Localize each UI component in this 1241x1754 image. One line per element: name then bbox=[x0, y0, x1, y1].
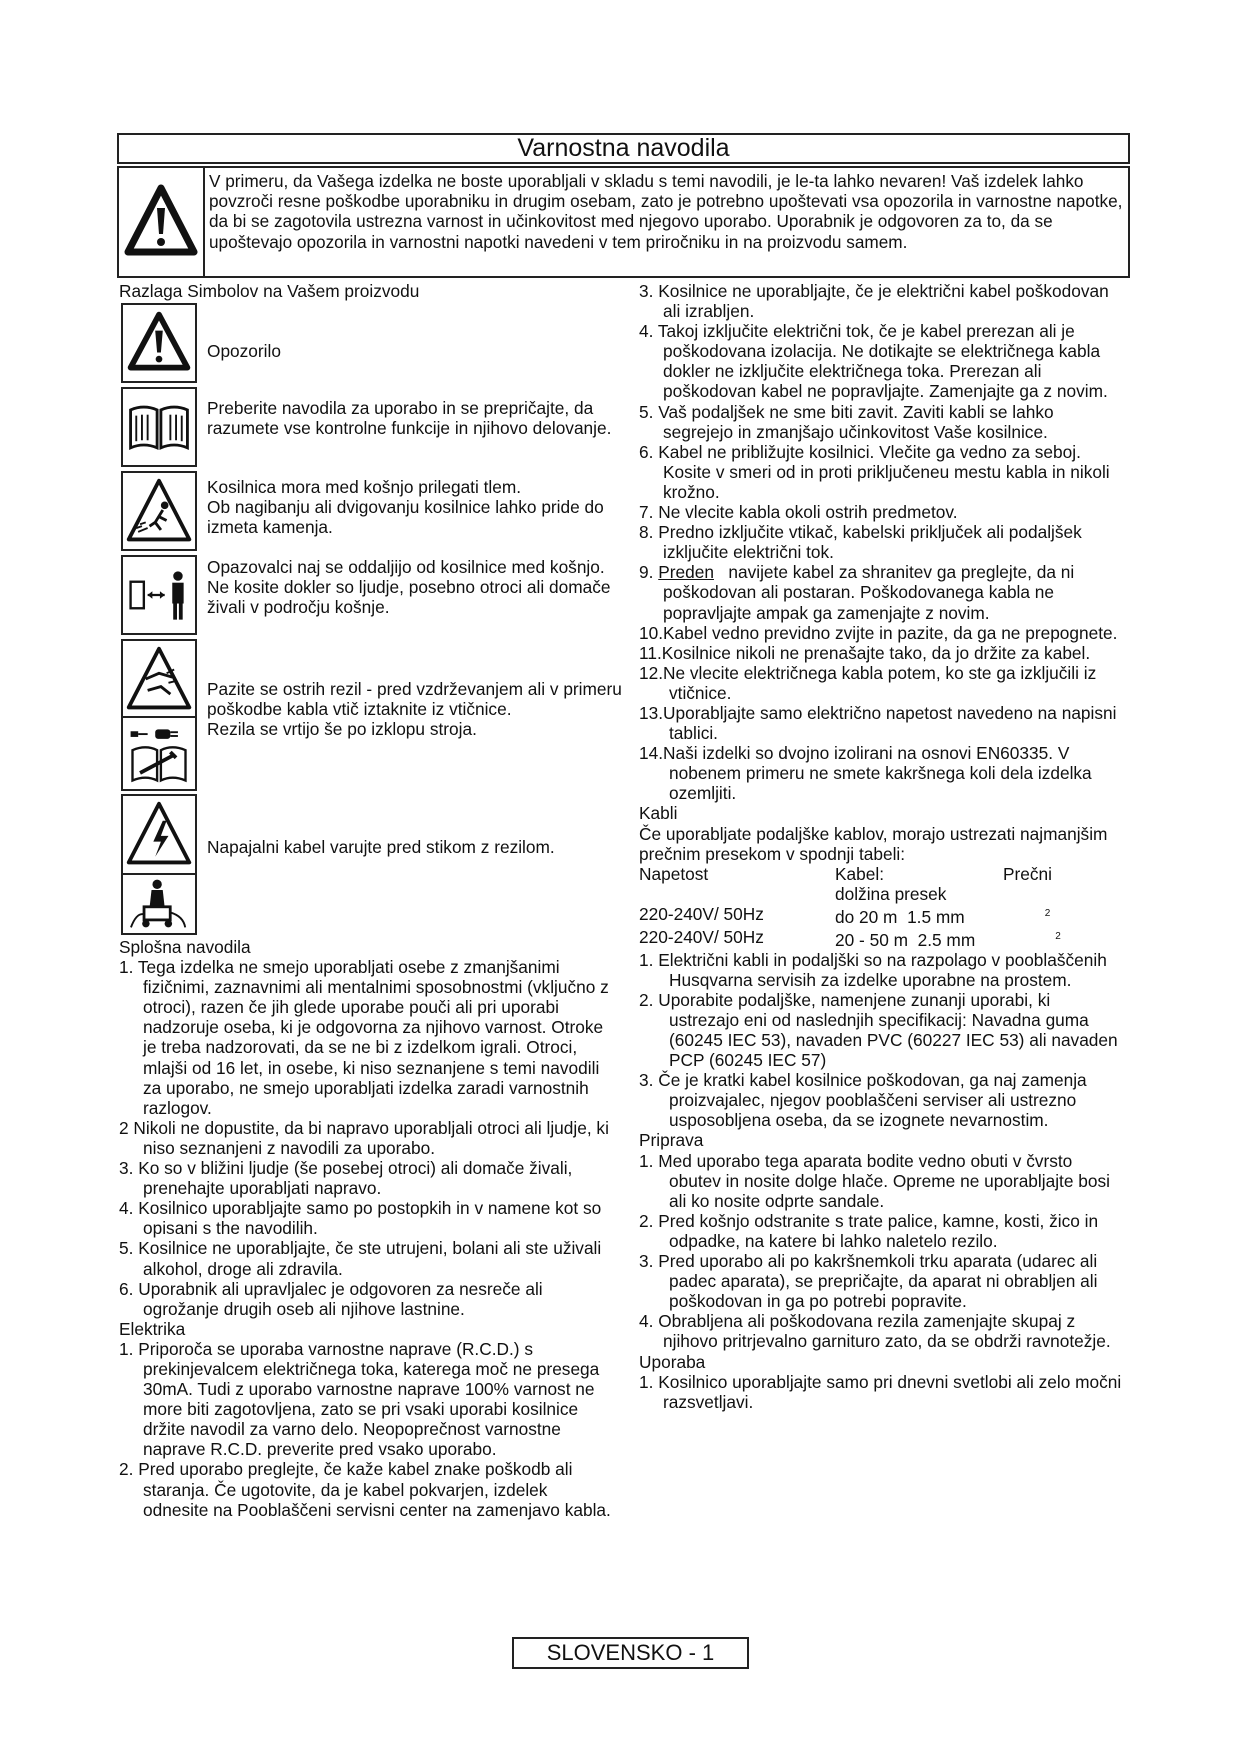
left-column-text bbox=[119, 937, 616, 1520]
electric-item: 13.Uporabljajte samo električno napetost navedeno na napisni tablici. bbox=[639, 702, 1117, 744]
intro-warning-box bbox=[117, 166, 1130, 278]
electric-item: 14.Naši izdelki so dvojno izolirani na osnovi EN60335. V nobenem primeru ne smete kakršnega koli dela izdelka ozemljiti. bbox=[639, 743, 1092, 804]
symbol-blades-text bbox=[207, 679, 627, 739]
symbols-heading: Razlaga Simbolov na Vašem proizvodu bbox=[119, 281, 420, 301]
symbol-manual-text: Preberite navodila za uporabo in se prepričajte, da razumete vse kontrolne funkcije in njihovo delovanje. bbox=[207, 398, 612, 439]
table-header-voltage: Napetost bbox=[639, 863, 709, 884]
symbol-bystanders-text: Opazovalci naj se oddaljijo od kosilnice med košnjo. Ne kosite dokler so ljudje, posebno otroci ali domače živali v področju košnje. bbox=[207, 557, 611, 618]
electric-item: 4. Takoj izključite električni tok, če je kabel prerezan ali je poškodovana izolacija. Ne dotikajte se električnega kabla dokler ne izključite električnega toka. Prerezan ali poškodovan kabel ne popravljajte. Zamenjajte ga z novim. bbox=[639, 321, 1108, 402]
table-header-row bbox=[639, 864, 1113, 904]
cables-item: 3. Če je kratki kabel kosilnice poškodovan, ga naj zamenja proizvajalec, njegov pooblaščeni serviser ali ustrezno usposobljena oseba, da se izognete nevarnostim. bbox=[639, 1070, 1087, 1131]
general-item: 1. Tega izdelka ne smejo uporabljati osebe z zmanjšanimi fizičnimi, zaznavnimi ali mentalnimi sposobnostmi (vključno z otroci), razen če jih glede uporabe pouči ali pri uporabi nadzoruje oseba, ki je odgovorna za njihovo varnost. Otroke je treba nadzorovati, da se ne bi z izdelkom igrali. Otroci, mlajši od 16 let, in osebe, ki niso seznanjene s temi navodili za uporabo, ne smejo uporabljati izdelka zaradi varnostnih razlogov. bbox=[119, 957, 609, 1118]
table-header-cable bbox=[835, 864, 1003, 904]
general-item: 3. Ko so v bližini ljudje (še posebej otroci) ali domače živali, prenehajte uporabljati napravo. bbox=[119, 1158, 573, 1199]
use-heading: Uporaba bbox=[639, 1351, 706, 1372]
cables-item: 1. Električni kabli in podaljški so na razpolago v pooblaščenih Husqvarna servisih za izdelke uporabne na prostem. bbox=[639, 949, 1107, 990]
symbol-manual bbox=[121, 387, 197, 467]
table-cell-length: do 20 m bbox=[835, 906, 898, 927]
table-cell-sup: 2 bbox=[1055, 930, 1061, 942]
right-column-text bbox=[639, 281, 1124, 1412]
preparation-item: 1. Med uporabo tega aparata bodite vedno obuti v čvrsto obutev in nosite dolge hlače. Opreme ne uporabljajte bosi ali ko nosite odprte sandale. bbox=[639, 1150, 1110, 1211]
symbol-sharp-blades bbox=[121, 639, 197, 719]
table-header-cable-1: Kabel: bbox=[835, 863, 885, 884]
cables-item: 2. Uporabite podaljške, namenjene zunanji uporabi, ki ustrezajo eni od naslednjih specifikacij: Navadna guma (60245 IEC 53), navaden PVC (60227 IEC 53) ali navaden PCP (60245 IEC 57) bbox=[639, 989, 1118, 1071]
symbol-bystanders bbox=[121, 555, 197, 635]
electric-item: 2. Pred uporabo preglejte, če kaže kabel znake poškodb ali staranja. Če ugotovite, da je kabel pokvarjen, izdelek odnesite na Pooblaščeni servisni center na zamenjavo kabla. bbox=[119, 1459, 611, 1520]
electric-heading: Elektrika bbox=[119, 1318, 186, 1339]
electric-item: 5. Vaš podaljšek ne sme biti zavit. Zaviti kabli se lahko segrejejo in zmanjšajo učinkovitost Vaše kosilnice. bbox=[639, 401, 1054, 442]
symbol-cable-blade bbox=[121, 873, 197, 935]
electric-item: 6. Kabel ne približujte kosilnici. Vlečite ga vedno za seboj. Kosite v smeri od in proti priključeneu mestu kabla in nikoli krožno. bbox=[639, 441, 1110, 502]
symbol-slope-text bbox=[207, 477, 627, 537]
symbol-slope-text-2: Ob nagibanju ali dvigovanju kosilnice lahko pride do izmeta kamenja. bbox=[207, 497, 604, 538]
electric-shock-icon bbox=[123, 796, 195, 873]
symbol-slope-text-1: Kosilnica mora med košnjo prilegati tlem. bbox=[207, 477, 522, 497]
preparation-heading: Priprava bbox=[639, 1130, 704, 1151]
electric-item: 12.Ne vlecite električnega kabla potem, ko ste ga izključili iz vtičnice. bbox=[639, 662, 1097, 703]
electric-item: 7. Ne vlecite kabla okoli ostrih predmetov. bbox=[639, 502, 958, 523]
unplug-wrench-icon bbox=[123, 718, 195, 789]
electric-item-9-rest: navijete kabel za shranitev ga preglejte, da ni poškodovan ali postaran. Poškodovanega kabla ne popravljajte ampak ga zamenjajte z novim. bbox=[663, 562, 1075, 623]
table-cell-length-section bbox=[835, 904, 1113, 927]
electric-item: 10.Kabel vedno previdno zvijte in pazite, da ga ne prepognete. bbox=[639, 622, 1118, 643]
symbol-blades-text-1: Pazite se ostrih rezil - pred vzdrževanjem ali v primeru poškodbe kabla vtič iztaknite iz vtičnice. bbox=[207, 679, 622, 720]
open-book-icon bbox=[123, 389, 195, 465]
keep-distance-icon bbox=[123, 557, 195, 633]
symbol-electric bbox=[121, 794, 197, 875]
table-cell-voltage: 220-240V/ 50Hz bbox=[639, 926, 764, 947]
general-item: 6. Uporabnik ali upravljalec je odgovoren za nesreče ali ogrožanje drugih oseb ali njihove lastnine. bbox=[119, 1278, 543, 1319]
table-cell-section: 2.5 mm bbox=[917, 929, 976, 950]
page-title: Varnostna navodila bbox=[117, 133, 1130, 164]
table-row bbox=[639, 927, 1113, 950]
electric-item: 3. Kosilnice ne uporabljajte, če je električni kabel poškodovan ali izrabljen. bbox=[639, 281, 1109, 322]
general-item: 4. Kosilnico uporabljajte samo po postopkih in v namene kot so opisani s the navodilih. bbox=[119, 1198, 602, 1239]
general-item: 5. Kosilnice ne uporabljajte, če ste utrujeni, bolani ali ste uživali alkohol, droge ali zdravila. bbox=[119, 1238, 602, 1279]
symbol-thrown-objects bbox=[121, 471, 197, 551]
use-item: 1. Kosilnico uporabljajte samo pri dnevni svetlobi ali zelo močni razsvetljavi. bbox=[639, 1371, 1122, 1412]
general-heading: Splošna navodila bbox=[119, 937, 251, 957]
electric-item-9 bbox=[639, 562, 1124, 622]
sharp-blades-icon bbox=[123, 641, 195, 717]
table-cell-sup: 2 bbox=[1044, 907, 1051, 919]
table-header-cross: Prečni bbox=[1003, 863, 1052, 884]
symbol-cable-text: Napajalni kabel varujte pred stikom z rezilom. bbox=[207, 837, 555, 857]
symbol-warning bbox=[121, 303, 197, 383]
table-cell-length-section bbox=[835, 927, 1113, 950]
general-item: 2 Nikoli ne dopustite, da bi napravo uporabljali otroci ali ljudje, ki niso seznanjeni z navodili za uporabo. bbox=[119, 1117, 609, 1158]
preparation-item: 3. Pred uporabo ali po kakršnemkoli trku aparata (udarec ali padec aparata), se prepričajte, da aparat ni obrabljen ali poškodovan in ga po potrebi popravite. bbox=[639, 1251, 1098, 1312]
table-cell-length: 20 - 50 m bbox=[835, 929, 908, 950]
table-header-cable-2: dolžina presek bbox=[835, 883, 947, 904]
warning-triangle-icon bbox=[123, 305, 195, 381]
table-row bbox=[639, 904, 1113, 927]
electric-item-9-number: 9. bbox=[639, 562, 654, 583]
electric-item: 8. Predno izključite vtikač, kabelski priključek ali podaljšek izključite električni tok. bbox=[639, 522, 1082, 563]
warning-triangle-icon bbox=[119, 168, 203, 276]
preparation-item: 4. Obrabljena ali poškodovana rezila zamenjajte skupaj z njihovo pritrjevalno garnituro zato, da se obdrži ravnotežje. bbox=[639, 1311, 1111, 1352]
preparation-item: 2. Pred košnjo odstranite s trate palice, kamne, kosti, žico in odpadke, na katere bi lahko naletelo rezilo. bbox=[639, 1210, 1099, 1251]
electric-item: 1. Priporoča se uporaba varnostne naprave (R.C.D.) s prekinjevalcem električnega toka, katerega moč ne presega 30mA. Tudi z uporabo varnostne naprave 100% varnost ne more biti zagotovljena, zato se pri vsaki uporabi kosilnice držite navodil za varno delo. Neopoprečnost varnostne naprave R.C.D. preverite pred vsako uporabo. bbox=[119, 1338, 600, 1460]
electric-item-9-underlined: Preden bbox=[658, 562, 714, 583]
symbol-unplug-maintenance bbox=[121, 716, 197, 791]
page-footer: SLOVENSKO - 1 bbox=[512, 1637, 749, 1669]
thrown-objects-icon bbox=[123, 473, 195, 549]
table-cell-voltage: 220-240V/ 50Hz bbox=[639, 903, 764, 924]
electric-item: 11.Kosilnice nikoli ne prenašajte tako, da jo držite za kabel. bbox=[639, 642, 1091, 663]
cable-table bbox=[639, 864, 1113, 950]
intro-icon-cell bbox=[119, 168, 205, 276]
intro-text: V primeru, da Vašega izdelka ne boste uporabljali v skladu s temi navodili, je le-ta lahko nevaren! Vaš izdelek lahko povzroči resne poškodbe uporabniku in drugim osebam, zato je potrebno upoštevati vsa opozorila in varnostne napotke, da bi se zagotovila ustrezna varnost in učinkovitost med njegovo uporabo. Uporabnik je odgovoren za to, da se upoštevajo opozorila in varnostni napotki navedeni v tem priročniku in na proizvodu samem. bbox=[209, 171, 1123, 252]
cables-intro: Če uporabljate podaljške kablov, morajo ustrezati najmanjšim prečnim presekom v spodnji tabeli: bbox=[639, 823, 1108, 864]
symbol-warning-text: Opozorilo bbox=[207, 341, 281, 361]
mower-cable-icon bbox=[123, 875, 195, 933]
symbol-blades-text-2: Rezila se vrtijo še po izklopu stroja. bbox=[207, 719, 477, 740]
table-cell-section: 1.5 mm bbox=[907, 906, 965, 927]
cables-heading: Kabli bbox=[639, 803, 678, 824]
